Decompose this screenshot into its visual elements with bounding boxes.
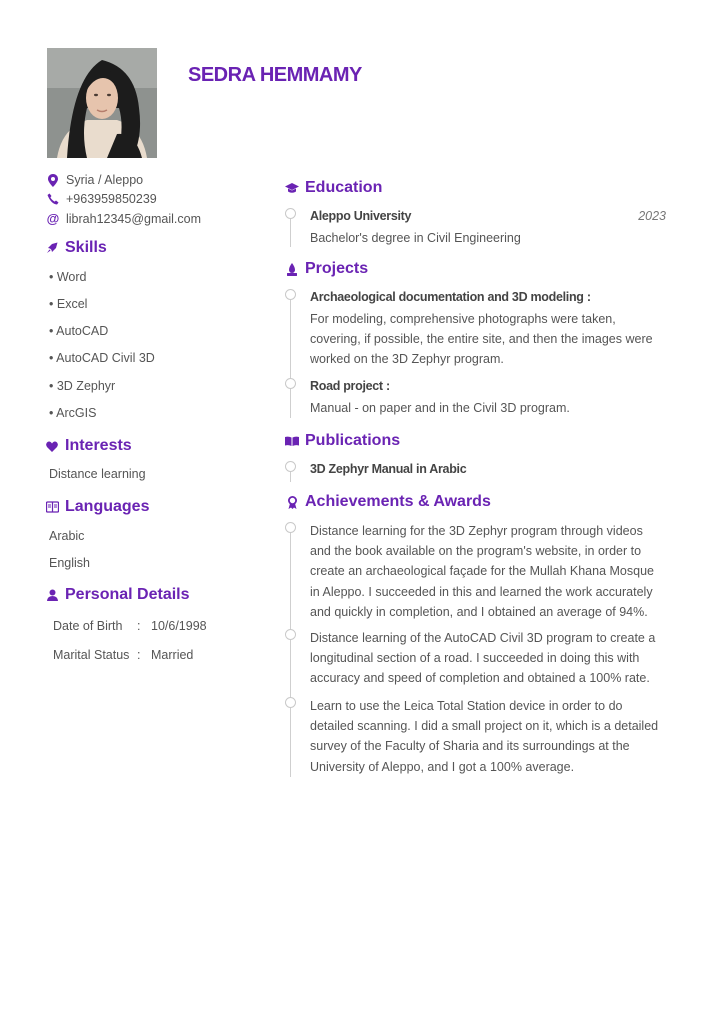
timeline-dot: [285, 461, 296, 472]
education-school: Aleppo University: [310, 209, 412, 223]
publications-heading-text: Publications: [305, 432, 401, 449]
location-pin-icon: [46, 174, 60, 187]
marital-separator: :: [137, 648, 141, 662]
achievement-item: Distance learning for the 3D Zephyr program through videos and the book available on the program's website, in order to create an archaeological façade for the Mullah Khana Mosque in Aleppo. I succeeded in this and learned the work accurately and quickly in completion, and I obtained an average of 94%.: [310, 524, 654, 619]
education-heading: [285, 179, 382, 197]
profile-photo-illustration: [47, 48, 157, 158]
contact-location: [46, 173, 143, 187]
interest-item: Distance learning: [49, 467, 146, 481]
marital-label: Marital Status: [53, 648, 130, 662]
interests-heading: [45, 437, 132, 455]
skill-item: • AutoCAD: [49, 324, 109, 338]
timeline-dot: [285, 208, 296, 219]
skill-item: • ArcGIS: [49, 406, 97, 420]
education-year: 2023: [638, 209, 666, 223]
location-text: Syria / Aleppo: [66, 173, 144, 187]
timeline-dot: [285, 629, 296, 640]
project-description: Manual - on paper and in the Civil 3D program.: [310, 401, 570, 415]
language-book-icon: [45, 501, 59, 513]
timeline-dot: [285, 378, 296, 389]
profile-photo: [47, 48, 157, 158]
dob-separator: :: [137, 619, 141, 633]
personal-details-heading-text: Personal Details: [65, 586, 190, 603]
publications-heading: [285, 432, 400, 450]
graduation-cap-icon: [285, 183, 299, 194]
skills-heading: [45, 239, 107, 257]
email-text[interactable]: librah12345@gmail.com: [66, 211, 201, 226]
projects-timeline-line: [290, 294, 291, 418]
at-sign-icon: @: [46, 211, 60, 226]
project-title: Archaeological documentation and 3D modeling :: [310, 290, 591, 304]
interests-heading-text: Interests: [65, 437, 132, 454]
phone-text[interactable]: +963959850239: [66, 192, 157, 206]
projects-heading: [285, 260, 368, 278]
publication-title: 3D Zephyr Manual in Arabic: [310, 462, 467, 476]
timeline-dot: [285, 289, 296, 300]
education-degree: Bachelor's degree in Civil Engineering: [310, 231, 521, 245]
language-item: Arabic: [49, 529, 85, 543]
timeline-dot: [285, 522, 296, 533]
candidate-name: SEDRA HEMMAMY: [188, 64, 362, 86]
award-ribbon-icon: [285, 496, 299, 509]
personal-details-heading: [45, 586, 190, 604]
contact-phone: [46, 192, 157, 206]
phone-icon: [46, 193, 60, 205]
education-heading-text: Education: [305, 179, 383, 196]
skill-item: • AutoCAD Civil 3D: [49, 351, 155, 365]
achievements-timeline-line: [290, 527, 291, 777]
projects-heading-text: Projects: [305, 260, 369, 277]
skill-item: • Excel: [49, 297, 88, 311]
project-title: Road project :: [310, 379, 390, 393]
dob-label: Date of Birth: [53, 619, 123, 633]
timeline-dot: [285, 697, 296, 708]
user-icon: [45, 589, 59, 601]
rocket-icon: [45, 242, 59, 254]
dob-value: 10/6/1998: [151, 619, 207, 633]
achievement-item: Distance learning of the AutoCAD Civil 3D program to create a longitudinal section of a road. I succeeded in doing this with accuracy and speed of completion and obtained a 100% rate.: [310, 631, 656, 686]
skill-item: • 3D Zephyr: [49, 379, 116, 393]
achievements-heading-text: Achievements & Awards: [305, 493, 491, 510]
achievement-item: Learn to use the Leica Total Station device in order to do detailed scanning. I did a small project on it, which is a detailed survey of the Faculty of Sharia and its surroundings at the University of Aleppo, and I got a 100% average.: [310, 699, 659, 774]
skill-item: • Word: [49, 270, 87, 284]
marital-value: Married: [151, 648, 194, 662]
languages-heading-text: Languages: [65, 498, 150, 515]
achievements-heading: [285, 493, 491, 511]
project-description: For modeling, comprehensive photographs were taken, covering, if possible, the entire site, and then the images were worked on the 3D Zephyr program.: [310, 312, 653, 367]
open-book-icon: [285, 436, 299, 446]
skills-heading-text: Skills: [65, 239, 107, 256]
languages-heading: [45, 498, 149, 516]
language-item: English: [49, 556, 90, 570]
heart-icon: [45, 441, 59, 452]
contact-email: [46, 211, 201, 226]
projects-icon: [285, 263, 299, 276]
